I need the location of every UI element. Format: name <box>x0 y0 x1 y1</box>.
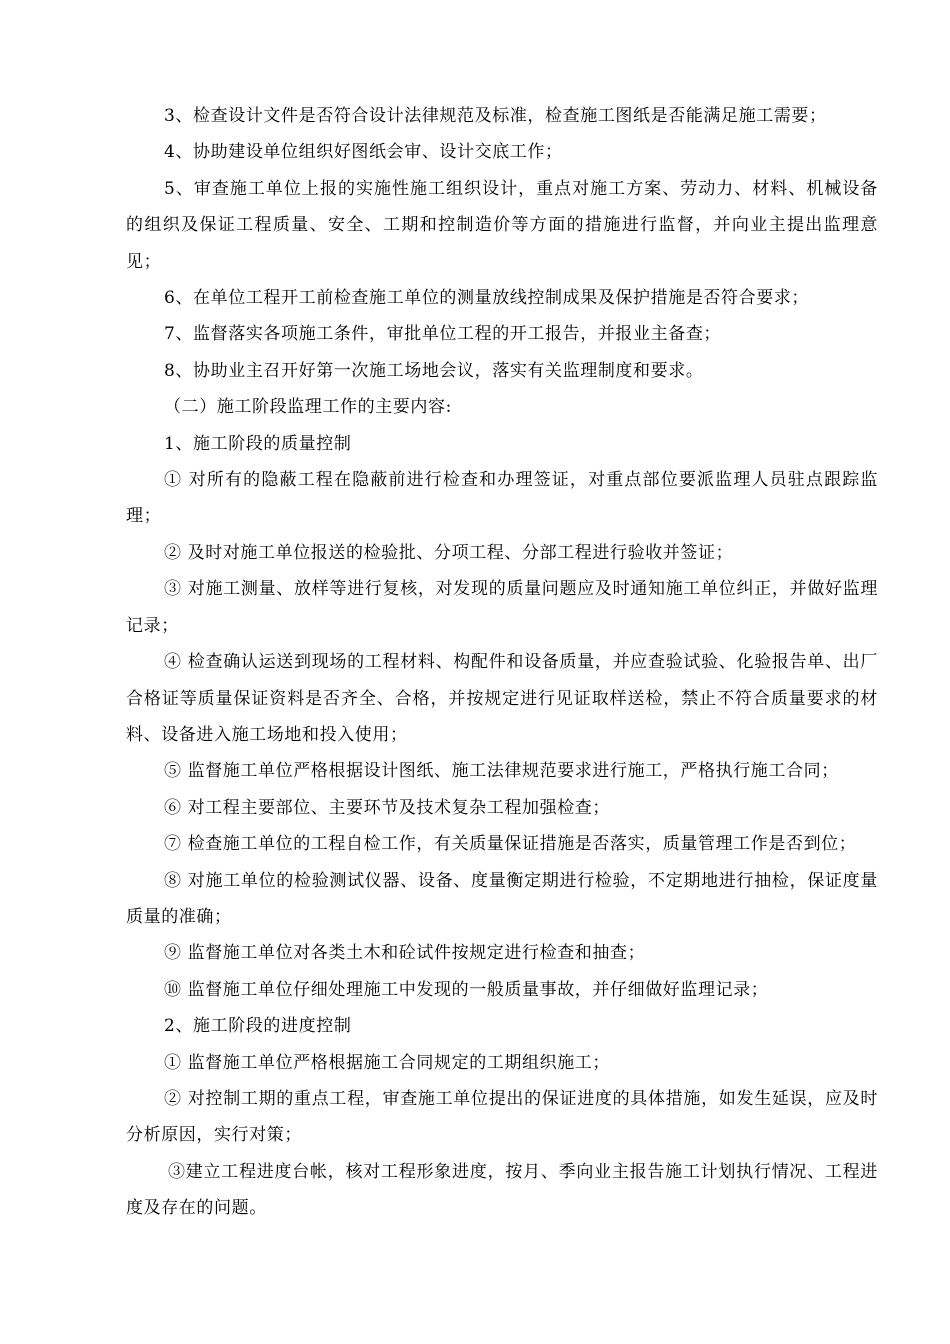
section-heading-construction-stage: （二）施工阶段监理工作的主要内容: <box>164 397 452 418</box>
quality-item-2: ② 及时对施工单位报送的检验批、分项工程、分部工程进行验收并签证； <box>164 542 734 563</box>
quality-item-3: ③ 对施工测量、放样等进行复核，对发现的质量问题应及时通知施工单位纠正，并做好监理记录； <box>126 579 878 636</box>
paragraph-item-3: 3、检查设计文件是否符合设计法律规范及标准，检查施工图纸是否能满足施工需要； <box>164 106 827 126</box>
paragraph-item-4: 4、协助建设单位组织好图纸会审、设计交底工作； <box>164 142 563 163</box>
paragraph-item-6: 6、在单位工程开工前检查施工单位的测量放线控制成果及保护措施是否符合要求； <box>164 288 810 309</box>
quality-item-6: ⑥ 对工程主要部位、主要环节及技术复杂工程加强检查； <box>164 797 611 818</box>
paragraph-item-5: 5、审查施工单位上报的实施性施工组织设计，重点对施工方案、劳动力、材料、机械设备的组织及保证工程质量、安全、工期和控制造价等方面的措施进行监督，并向业主提出监理意见； <box>126 178 878 272</box>
quality-item-10: ⑩ 监督施工单位仔细处理施工中发现的一般质量事故，并仔细做好监理记录； <box>164 979 769 1000</box>
quality-item-7: ⑦ 检查施工单位的工程自检工作，有关质量保证措施是否落实，质量管理工作是否到位； <box>164 834 857 855</box>
subsection-heading-schedule-control: 2、施工阶段的进度控制 <box>164 1016 352 1037</box>
quality-item-4: ④ 检查确认运送到现场的工程材料、构配件和设备质量，并应查验试验、化验报告单、出厂合格证等质量保证资料是否齐全、合格，并按规定进行见证取样送检，禁止不符合质量要求的材料、设备进入施工场地和投入使用； <box>126 652 878 745</box>
quality-item-1: ① 对所有的隐蔽工程在隐蔽前进行检查和办理签证，对重点部位要派监理人员驻点跟踪监理； <box>126 470 878 527</box>
schedule-item-1: ① 监督施工单位严格根据施工合同规定的工期组织施工； <box>164 1052 611 1073</box>
document-body <box>126 98 878 1227</box>
quality-item-8: ⑧ 对施工单位的检验测试仪器、设备、度量衡定期进行检验，不定期地进行抽检，保证度量质量的准确； <box>126 870 878 927</box>
paragraph-item-7: 7、监督落实各项施工条件，审批单位工程的开工报告，并报业主备查； <box>164 324 722 345</box>
subsection-heading-quality-control: 1、施工阶段的质量控制 <box>164 433 352 454</box>
quality-item-5: ⑤ 监督施工单位严格根据设计图纸、施工法律规范要求进行施工，严格执行施工合同； <box>164 761 839 782</box>
schedule-item-2: ② 对控制工期的重点工程，审查施工单位提出的保证进度的具体措施，如发生延误，应及时分析原因，实行对策； <box>126 1088 878 1146</box>
paragraph-item-8: 8、协助业主召开好第一次施工场地会议，落实有关监理制度和要求。 <box>164 360 704 381</box>
quality-item-9: ⑨ 监督施工单位对各类土木和砼试件按规定进行检查和抽查； <box>164 943 646 964</box>
schedule-item-3: ③建立工程进度台帐，核对工程形象进度，按月、季向业主报告施工计划执行情况、工程进度及存在的问题。 <box>126 1161 878 1219</box>
